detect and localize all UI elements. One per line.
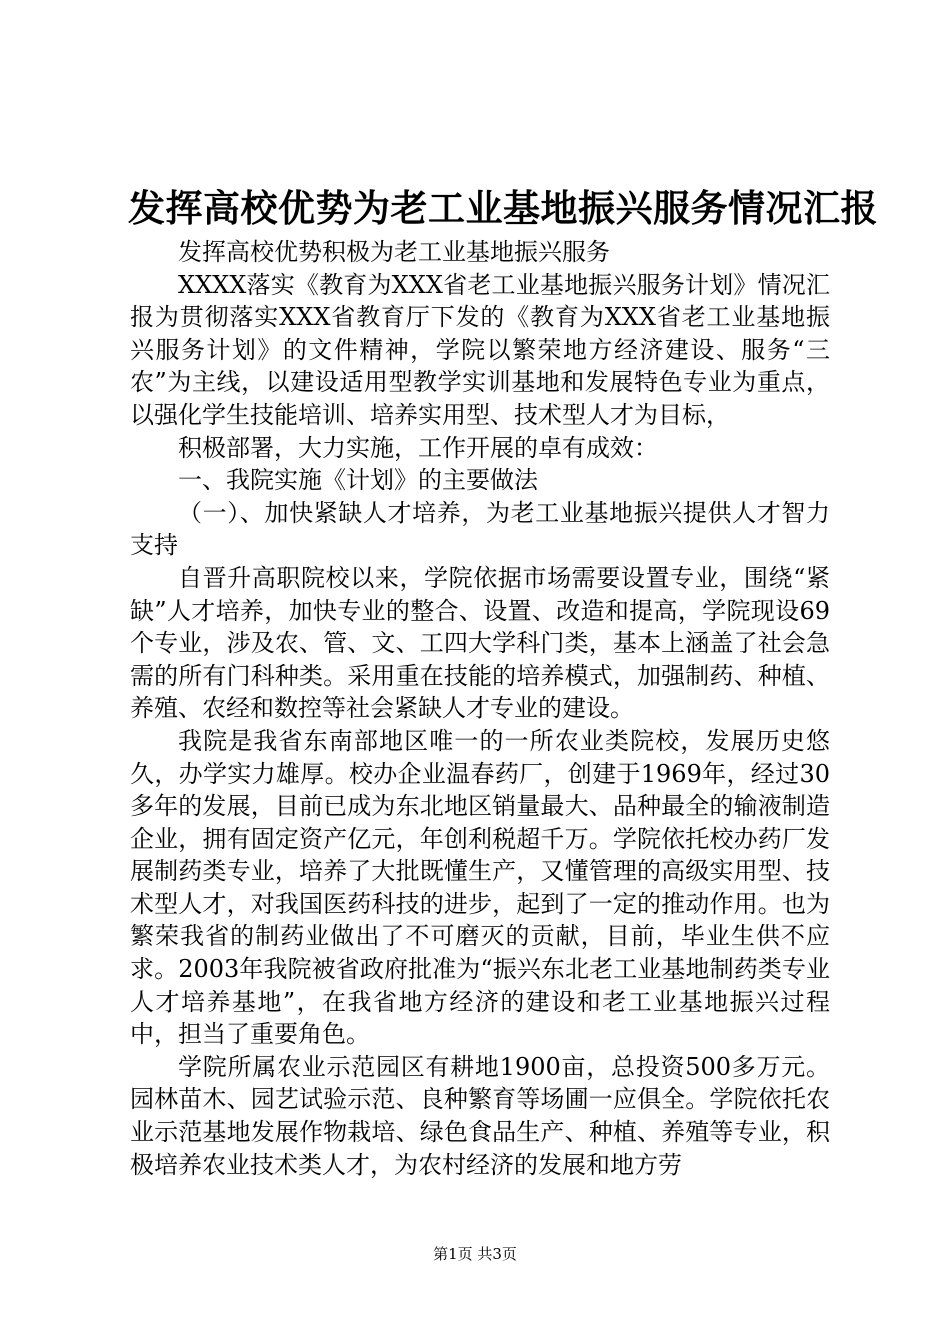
- summary-paragraph: 积极部署，大力实施，工作开展的卓有成效：: [178, 433, 658, 462]
- section-heading: 一、我院实施《计划》的主要做法: [178, 466, 538, 495]
- intro-paragraph: XXXX落实《教育为XXX省老工业基地振兴服务计划》情况汇报为贯彻落实XXX省教育厅下发的《教育为XXX省老工业基地振兴服务计划》的文件精神，学院以繁荣地方经济建设、服务“三农”为主线，以建设适用型教学实训基地和发展特色专业为重点，以强化学生技能培训、培养实用型、技术型人才为目标，: [130, 270, 830, 429]
- body-paragraph: 自晋升高职院校以来，学院依据市场需要设置专业，围绕“紧缺”人才培养，加快专业的整合、设置、改造和提高，学院现设69个专业，涉及农、管、文、工四大学科门类，基本上涵盖了社会急需的所有门科种类。采用重在技能的培养模式，加强制药、种植、养殖、农经和数控等社会紧缺人才专业的建设。: [130, 563, 830, 723]
- document-title: 发挥高校优势为老工业基地振兴服务情况汇报: [128, 187, 878, 230]
- document-body: [130, 236, 830, 1181]
- subsection-heading: （一）、加快紧缺人才培养，为老工业基地振兴提供人才智力支持: [130, 498, 830, 560]
- body-paragraph: 学院所属农业示范园区有耕地1900亩，总投资500多万元。园林苗木、园艺试验示范、良种繁育等场圃一应俱全。学院依托农业示范基地发展作物栽培、绿色食品生产、种植、养殖等专业，积极培养农业技术类人才，为农村经济的发展和地方劳: [130, 1052, 830, 1179]
- subtitle-paragraph: 发挥高校优势积极为老工业基地振兴服务: [178, 238, 610, 266]
- page-footer: 第1页 共3页: [433, 1245, 517, 1263]
- body-paragraph: 我院是我省东南部地区唯一的一所农业类院校，发展历史悠久，办学实力雄厚。校办企业温春药厂，创建于1969年，经过30多年的发展，目前已成为东北地区销量最大、品种最全的输液制造企业，拥有固定资产亿元，年创利税超千万。学院依托校办药厂发展制药类专业，培养了大批既懂生产，又懂管理的高级实用型、技术型人才，对我国医药科技的进步，起到了一定的推动作用。也为繁荣我省的制药业做出了不可磨灭的贡献，目前，毕业生供不应求。2003年我院被省政府批准为“振兴东北老工业基地制药类专业人才培养基地”，在我省地方经济的建设和老工业基地振兴过程中，担当了重要角色。: [130, 726, 830, 1049]
